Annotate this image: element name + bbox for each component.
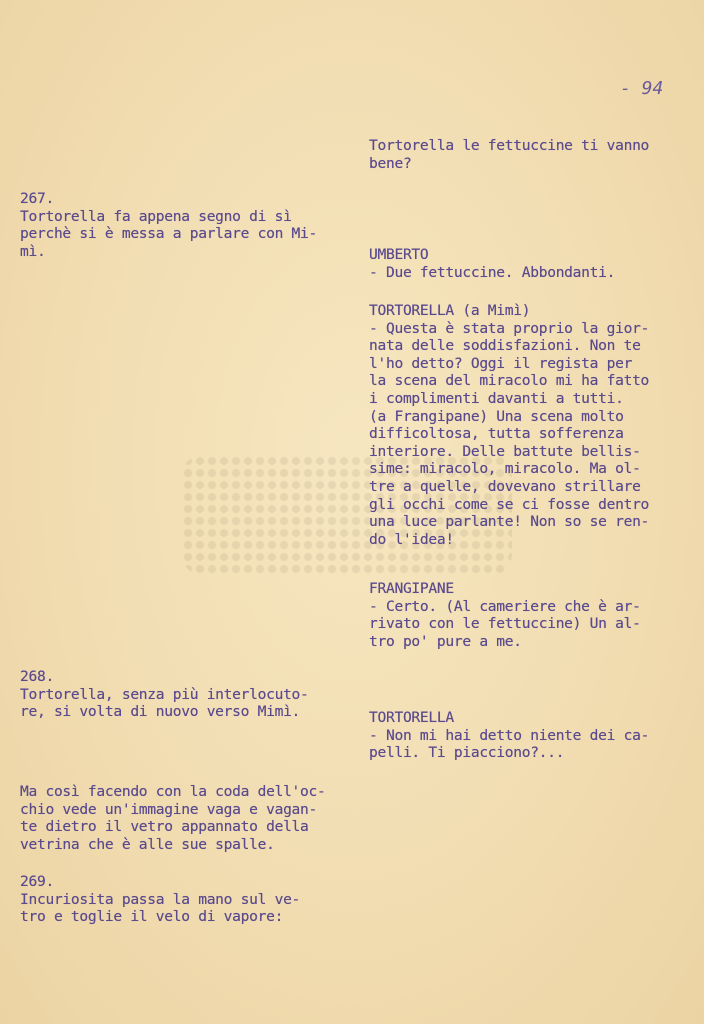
scene-268-description: 268. Tortorella, senza più interlocuto- re, si volta di nuovo verso Mimì. — [20, 668, 309, 721]
dialogue-tortorella-monologue: TORTORELLA (a Mimì) - Questa è stata proprio la gior- nata delle soddisfazioni. Non te l'ho detto? Oggi il regista per la scena del miracolo mi ha fatto i complimenti davanti a tutti. (a Frangipane) Una scena molto difficoltosa, tutta sofferenza interiore. Delle battute bellis- sime: miracolo, miracolo. Ma ol- tre a quelle, dovevano strillare gli occhi come se ci fosse dentro una luce parlante! Non so se ren- do l'idea! — [369, 302, 650, 548]
page-number: - 94 — [620, 78, 664, 99]
dialogue-frangipane: FRANGIPANE - Certo. (Al cameriere che è ar- rivato con le fettuccine) Un al- tro po' pure a me. — [369, 580, 641, 650]
scene-268-continuation: Ma così facendo con la coda dell'oc- chio vede un'immagine vaga e vagan- te dietro il vetro appannato della vetrina che è alle sue spalle. — [20, 783, 326, 853]
scene-267-description: 267. Tortorella fa appena segno di sì perchè si è messa a parlare con Mi- mì. — [20, 190, 318, 260]
dialogue-tortorella-hair: TORTORELLA - Non mi hai detto niente dei ca- pelli. Ti piacciono?... — [369, 709, 650, 762]
scene-269-description: 269. Incuriosita passa la mano sul ve- tro e toglie il velo di vapore: — [20, 873, 301, 926]
dialogue-tortorella-question: Tortorella le fettuccine ti vanno bene? — [369, 137, 650, 172]
dialogue-umberto: UMBERTO - Due fettuccine. Abbondanti. — [369, 246, 616, 281]
